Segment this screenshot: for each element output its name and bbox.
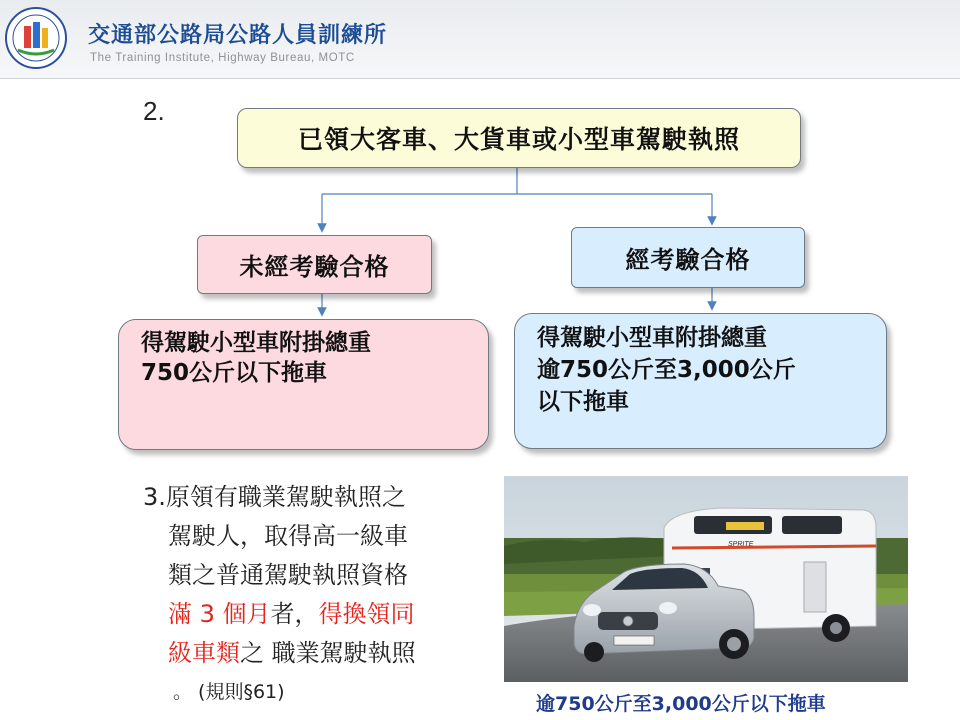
header-subtitle: The Training Institute, Highway Bureau, MOTC	[90, 52, 355, 64]
trailer-badge: SPRITE	[728, 541, 754, 548]
photo-caption: 逾750公斤至3,000公斤以下拖車	[536, 693, 826, 715]
highlight-text: 滿 3 個月	[168, 600, 271, 628]
tested-result-box	[514, 313, 887, 449]
rule-paragraph	[143, 478, 503, 712]
regulation-reference: 。 (規則§61)	[173, 681, 285, 703]
header-title: 交通部公路局公路人員訓練所	[88, 23, 388, 48]
result-line: 得駕駛小型車附掛總重	[537, 325, 767, 351]
paragraph-line: 3.原領有職業駕駛執照之	[143, 483, 406, 511]
result-line: 得駕駛小型車附掛總重	[141, 330, 371, 356]
highlight-text: 級車類	[168, 639, 240, 667]
paragraph-line: 駕駛人，取得高一級車	[168, 522, 408, 550]
result-line: 逾750公斤至3,000公斤	[537, 357, 796, 383]
not-tested-result-box	[118, 319, 489, 450]
paragraph-line	[143, 634, 503, 673]
paragraph-text: 者，	[270, 600, 319, 628]
paragraph-line	[143, 595, 503, 634]
tested-box: 經考驗合格	[571, 227, 805, 288]
licensed-vehicle-box: 已領大客車、大貨車或小型車駕駛執照	[237, 108, 801, 168]
highlight-text: 得換領同	[318, 600, 415, 628]
paragraph-line: 類之普通駕駛執照資格	[168, 561, 408, 589]
section-number: 2.	[143, 96, 165, 126]
result-line: 以下拖車	[537, 389, 629, 415]
car-towing-caravan-photo	[504, 476, 908, 682]
result-line: 750公斤以下拖車	[141, 360, 328, 386]
not-tested-box: 未經考驗合格	[197, 235, 432, 294]
paragraph-text: 之 職業駕駛執照	[240, 639, 416, 667]
